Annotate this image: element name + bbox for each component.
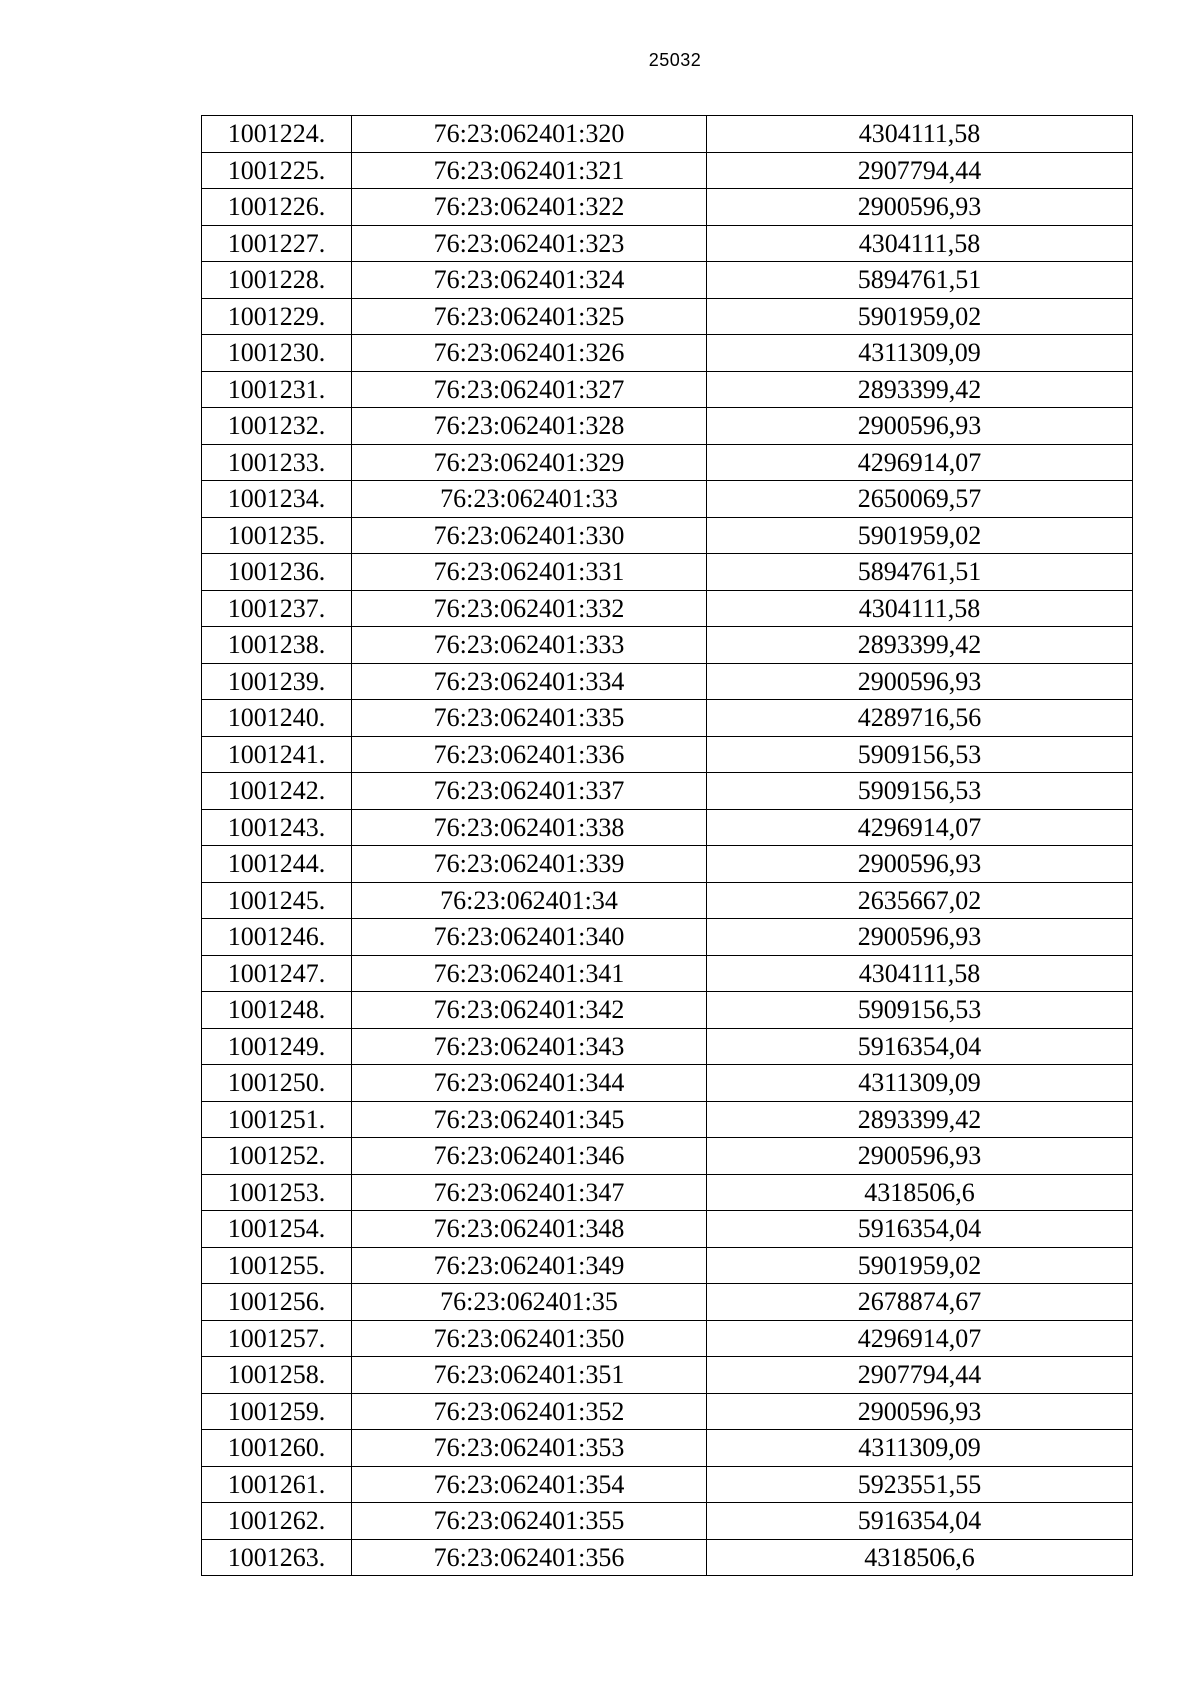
cadastral-number-cell: 76:23:062401:348	[352, 1211, 707, 1248]
table-row	[202, 846, 1133, 883]
table-row	[202, 1284, 1133, 1321]
cadastral-value-cell: 2893399,42	[707, 371, 1133, 408]
row-number-cell: 1001257.	[202, 1320, 352, 1357]
row-number-cell: 1001225.	[202, 152, 352, 189]
cadastral-value-cell: 4304111,58	[707, 225, 1133, 262]
row-number-cell: 1001237.	[202, 590, 352, 627]
table-row	[202, 189, 1133, 226]
table-row	[202, 1466, 1133, 1503]
table-row	[202, 1393, 1133, 1430]
cadastral-value-cell: 5894761,51	[707, 554, 1133, 591]
row-number-cell: 1001253.	[202, 1174, 352, 1211]
cadastral-number-cell: 76:23:062401:333	[352, 627, 707, 664]
cadastral-value-cell: 4304111,58	[707, 590, 1133, 627]
cadastral-number-cell: 76:23:062401:334	[352, 663, 707, 700]
row-number-cell: 1001251.	[202, 1101, 352, 1138]
cadastral-value-cell: 2635667,02	[707, 882, 1133, 919]
cadastral-number-cell: 76:23:062401:350	[352, 1320, 707, 1357]
row-number-cell: 1001245.	[202, 882, 352, 919]
cadastral-number-cell: 76:23:062401:329	[352, 444, 707, 481]
cadastral-number-cell: 76:23:062401:345	[352, 1101, 707, 1138]
cadastral-value-cell: 4296914,07	[707, 809, 1133, 846]
cadastral-value-cell: 2650069,57	[707, 481, 1133, 518]
row-number-cell: 1001227.	[202, 225, 352, 262]
cadastral-number-cell: 76:23:062401:342	[352, 992, 707, 1029]
cadastral-number-cell: 76:23:062401:340	[352, 919, 707, 956]
cadastral-number-cell: 76:23:062401:343	[352, 1028, 707, 1065]
cadastral-value-cell: 5901959,02	[707, 517, 1133, 554]
table-row	[202, 262, 1133, 299]
cadastral-number-cell: 76:23:062401:323	[352, 225, 707, 262]
table-body	[202, 116, 1133, 1576]
table-row	[202, 1503, 1133, 1540]
row-number-cell: 1001235.	[202, 517, 352, 554]
cadastral-number-cell: 76:23:062401:353	[352, 1430, 707, 1467]
table-row	[202, 1211, 1133, 1248]
cadastral-value-cell: 2893399,42	[707, 627, 1133, 664]
table-row	[202, 663, 1133, 700]
row-number-cell: 1001263.	[202, 1539, 352, 1576]
cadastral-number-cell: 76:23:062401:322	[352, 189, 707, 226]
cadastral-number-cell: 76:23:062401:346	[352, 1138, 707, 1175]
cadastral-number-cell: 76:23:062401:337	[352, 773, 707, 810]
table-row	[202, 955, 1133, 992]
cadastral-value-cell: 4289716,56	[707, 700, 1133, 737]
cadastral-value-cell: 2900596,93	[707, 408, 1133, 445]
cadastral-value-cell: 4296914,07	[707, 1320, 1133, 1357]
cadastral-value-cell: 5894761,51	[707, 262, 1133, 299]
table-row	[202, 882, 1133, 919]
cadastral-value-cell: 2893399,42	[707, 1101, 1133, 1138]
cadastral-number-cell: 76:23:062401:331	[352, 554, 707, 591]
table-row	[202, 700, 1133, 737]
table-row	[202, 408, 1133, 445]
cadastral-value-cell: 5901959,02	[707, 1247, 1133, 1284]
row-number-cell: 1001258.	[202, 1357, 352, 1394]
cadastral-value-cell: 5901959,02	[707, 298, 1133, 335]
cadastral-number-cell: 76:23:062401:326	[352, 335, 707, 372]
row-number-cell: 1001226.	[202, 189, 352, 226]
row-number-cell: 1001255.	[202, 1247, 352, 1284]
table-row	[202, 992, 1133, 1029]
row-number-cell: 1001250.	[202, 1065, 352, 1102]
row-number-cell: 1001232.	[202, 408, 352, 445]
table-row	[202, 736, 1133, 773]
cadastral-value-table	[201, 115, 1133, 1576]
table-row	[202, 481, 1133, 518]
row-number-cell: 1001249.	[202, 1028, 352, 1065]
cadastral-value-cell: 4318506,6	[707, 1539, 1133, 1576]
table-row	[202, 1028, 1133, 1065]
row-number-cell: 1001228.	[202, 262, 352, 299]
table-row	[202, 225, 1133, 262]
row-number-cell: 1001230.	[202, 335, 352, 372]
cadastral-value-cell: 5909156,53	[707, 736, 1133, 773]
row-number-cell: 1001241.	[202, 736, 352, 773]
row-number-cell: 1001236.	[202, 554, 352, 591]
cadastral-value-cell: 2900596,93	[707, 663, 1133, 700]
cadastral-value-cell: 2900596,93	[707, 919, 1133, 956]
cadastral-number-cell: 76:23:062401:33	[352, 481, 707, 518]
row-number-cell: 1001240.	[202, 700, 352, 737]
cadastral-number-cell: 76:23:062401:355	[352, 1503, 707, 1540]
cadastral-value-cell: 4311309,09	[707, 1065, 1133, 1102]
row-number-cell: 1001239.	[202, 663, 352, 700]
cadastral-value-cell: 2900596,93	[707, 189, 1133, 226]
cadastral-value-cell: 5923551,55	[707, 1466, 1133, 1503]
cadastral-number-cell: 76:23:062401:352	[352, 1393, 707, 1430]
row-number-cell: 1001260.	[202, 1430, 352, 1467]
row-number-cell: 1001254.	[202, 1211, 352, 1248]
table-row	[202, 298, 1133, 335]
cadastral-number-cell: 76:23:062401:324	[352, 262, 707, 299]
cadastral-number-cell: 76:23:062401:330	[352, 517, 707, 554]
cadastral-value-cell: 2900596,93	[707, 846, 1133, 883]
cadastral-number-cell: 76:23:062401:344	[352, 1065, 707, 1102]
table-row	[202, 1357, 1133, 1394]
cadastral-number-cell: 76:23:062401:338	[352, 809, 707, 846]
table-row	[202, 1320, 1133, 1357]
table-row	[202, 1247, 1133, 1284]
row-number-cell: 1001248.	[202, 992, 352, 1029]
row-number-cell: 1001233.	[202, 444, 352, 481]
cadastral-value-cell: 2907794,44	[707, 1357, 1133, 1394]
table-row	[202, 116, 1133, 153]
cadastral-value-cell: 2678874,67	[707, 1284, 1133, 1321]
table-row	[202, 809, 1133, 846]
row-number-cell: 1001244.	[202, 846, 352, 883]
row-number-cell: 1001261.	[202, 1466, 352, 1503]
cadastral-value-cell: 5916354,04	[707, 1211, 1133, 1248]
cadastral-number-cell: 76:23:062401:349	[352, 1247, 707, 1284]
cadastral-value-cell: 4296914,07	[707, 444, 1133, 481]
cadastral-number-cell: 76:23:062401:327	[352, 371, 707, 408]
table-row	[202, 444, 1133, 481]
cadastral-value-cell: 2907794,44	[707, 152, 1133, 189]
cadastral-number-cell: 76:23:062401:328	[352, 408, 707, 445]
cadastral-number-cell: 76:23:062401:34	[352, 882, 707, 919]
cadastral-number-cell: 76:23:062401:341	[352, 955, 707, 992]
cadastral-number-cell: 76:23:062401:320	[352, 116, 707, 153]
table-row	[202, 1101, 1133, 1138]
cadastral-value-cell: 5916354,04	[707, 1028, 1133, 1065]
row-number-cell: 1001238.	[202, 627, 352, 664]
row-number-cell: 1001262.	[202, 1503, 352, 1540]
cadastral-number-cell: 76:23:062401:339	[352, 846, 707, 883]
table-row	[202, 1174, 1133, 1211]
table-row	[202, 371, 1133, 408]
cadastral-value-cell: 5909156,53	[707, 773, 1133, 810]
table-row	[202, 1065, 1133, 1102]
row-number-cell: 1001246.	[202, 919, 352, 956]
row-number-cell: 1001243.	[202, 809, 352, 846]
cadastral-number-cell: 76:23:062401:336	[352, 736, 707, 773]
row-number-cell: 1001247.	[202, 955, 352, 992]
cadastral-value-cell: 4311309,09	[707, 1430, 1133, 1467]
cadastral-number-cell: 76:23:062401:35	[352, 1284, 707, 1321]
cadastral-value-cell: 2900596,93	[707, 1138, 1133, 1175]
table-row	[202, 773, 1133, 810]
row-number-cell: 1001252.	[202, 1138, 352, 1175]
cadastral-value-cell: 2900596,93	[707, 1393, 1133, 1430]
table-row	[202, 919, 1133, 956]
row-number-cell: 1001224.	[202, 116, 352, 153]
table-row	[202, 1138, 1133, 1175]
page-number: 25032	[648, 50, 702, 70]
row-number-cell: 1001229.	[202, 298, 352, 335]
cadastral-value-cell: 4311309,09	[707, 335, 1133, 372]
cadastral-value-cell: 4304111,58	[707, 116, 1133, 153]
table-row	[202, 627, 1133, 664]
cadastral-number-cell: 76:23:062401:356	[352, 1539, 707, 1576]
row-number-cell: 1001231.	[202, 371, 352, 408]
cadastral-number-cell: 76:23:062401:321	[352, 152, 707, 189]
table-row	[202, 152, 1133, 189]
cadastral-value-cell: 5909156,53	[707, 992, 1133, 1029]
table-row	[202, 517, 1133, 554]
row-number-cell: 1001234.	[202, 481, 352, 518]
row-number-cell: 1001242.	[202, 773, 352, 810]
cadastral-number-cell: 76:23:062401:332	[352, 590, 707, 627]
cadastral-number-cell: 76:23:062401:335	[352, 700, 707, 737]
table-row	[202, 335, 1133, 372]
table-row	[202, 590, 1133, 627]
cadastral-number-cell: 76:23:062401:354	[352, 1466, 707, 1503]
cadastral-value-cell: 4318506,6	[707, 1174, 1133, 1211]
cadastral-value-cell: 5916354,04	[707, 1503, 1133, 1540]
table-row	[202, 554, 1133, 591]
row-number-cell: 1001256.	[202, 1284, 352, 1321]
cadastral-number-cell: 76:23:062401:347	[352, 1174, 707, 1211]
table-row	[202, 1430, 1133, 1467]
cadastral-number-cell: 76:23:062401:351	[352, 1357, 707, 1394]
cadastral-number-cell: 76:23:062401:325	[352, 298, 707, 335]
cadastral-value-cell: 4304111,58	[707, 955, 1133, 992]
table-row	[202, 1539, 1133, 1576]
row-number-cell: 1001259.	[202, 1393, 352, 1430]
